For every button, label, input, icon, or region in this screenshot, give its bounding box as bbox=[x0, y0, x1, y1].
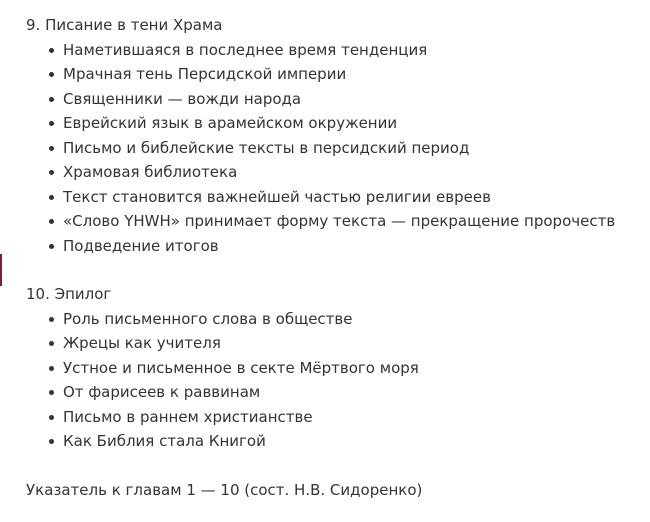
list-item bbox=[26, 234, 615, 259]
list-item bbox=[26, 185, 615, 210]
list-item-text: Еврейский язык в арамейском окружении bbox=[63, 114, 398, 132]
bullet-icon bbox=[49, 341, 54, 346]
bullet-icon bbox=[49, 48, 54, 53]
list-item-text: Устное и письменное в секте Мёртвого моря bbox=[63, 358, 419, 377]
list-item bbox=[26, 307, 419, 332]
list-item bbox=[26, 380, 419, 405]
list-item-text: Письмо и библейские тексты в персидский период bbox=[63, 138, 470, 157]
list-item bbox=[26, 38, 615, 63]
list-item bbox=[26, 87, 615, 112]
list-item-text: «Слово YHWH» принимает форму текста — прекращение пророчеств bbox=[63, 212, 616, 230]
bullet-icon bbox=[49, 121, 54, 126]
list-item bbox=[26, 356, 419, 381]
bullet-icon bbox=[49, 146, 54, 151]
bullet-icon bbox=[49, 317, 54, 322]
chapter-items-list bbox=[26, 307, 419, 454]
bullet-icon bbox=[49, 244, 54, 249]
list-item-text: Жрецы как учителя bbox=[63, 334, 221, 352]
bullet-icon bbox=[49, 72, 54, 77]
bullet-icon bbox=[49, 195, 54, 200]
chapter-9 bbox=[26, 13, 615, 258]
list-item bbox=[26, 405, 419, 430]
left-edge-marker bbox=[0, 254, 2, 286]
list-item-text: Текст становится важнейшей частью религии евреев bbox=[63, 187, 491, 206]
list-item-text: Храмовая библиотека bbox=[63, 163, 238, 181]
list-item bbox=[26, 136, 615, 161]
list-item bbox=[26, 429, 419, 454]
list-item-text: Как Библия стала Книгой bbox=[63, 432, 266, 450]
bullet-icon bbox=[49, 390, 54, 395]
bullet-icon bbox=[49, 439, 54, 444]
list-item bbox=[26, 209, 615, 234]
list-item bbox=[26, 160, 615, 185]
list-item bbox=[26, 62, 615, 87]
chapter-title: 10. Эпилог bbox=[26, 285, 112, 303]
index-reference: Указатель к главам 1 — 10 (сост. Н.В. Сидоренко) bbox=[26, 481, 423, 499]
list-item-text: Роль письменного слова в обществе bbox=[63, 309, 353, 328]
list-item-text: Письмо в раннем христианстве bbox=[63, 407, 313, 426]
bullet-icon bbox=[49, 415, 54, 420]
list-item-text: От фарисеев к раввинам bbox=[63, 383, 261, 401]
list-item-text: Подведение итогов bbox=[63, 236, 219, 255]
list-item bbox=[26, 111, 615, 136]
bullet-icon bbox=[49, 97, 54, 102]
chapter-items-list bbox=[26, 38, 615, 259]
chapter-10 bbox=[26, 282, 419, 454]
list-item-text: Мрачная тень Персидской империи bbox=[63, 65, 347, 83]
list-item-text: Наметившаяся в последнее время тенденция bbox=[63, 40, 428, 59]
chapter-title: 9. Писание в тени Храма bbox=[26, 16, 223, 34]
bullet-icon bbox=[49, 219, 54, 224]
bullet-icon bbox=[49, 170, 54, 175]
list-item bbox=[26, 331, 419, 356]
bullet-icon bbox=[49, 366, 54, 371]
list-item-text: Священники — вожди народа bbox=[63, 89, 302, 108]
